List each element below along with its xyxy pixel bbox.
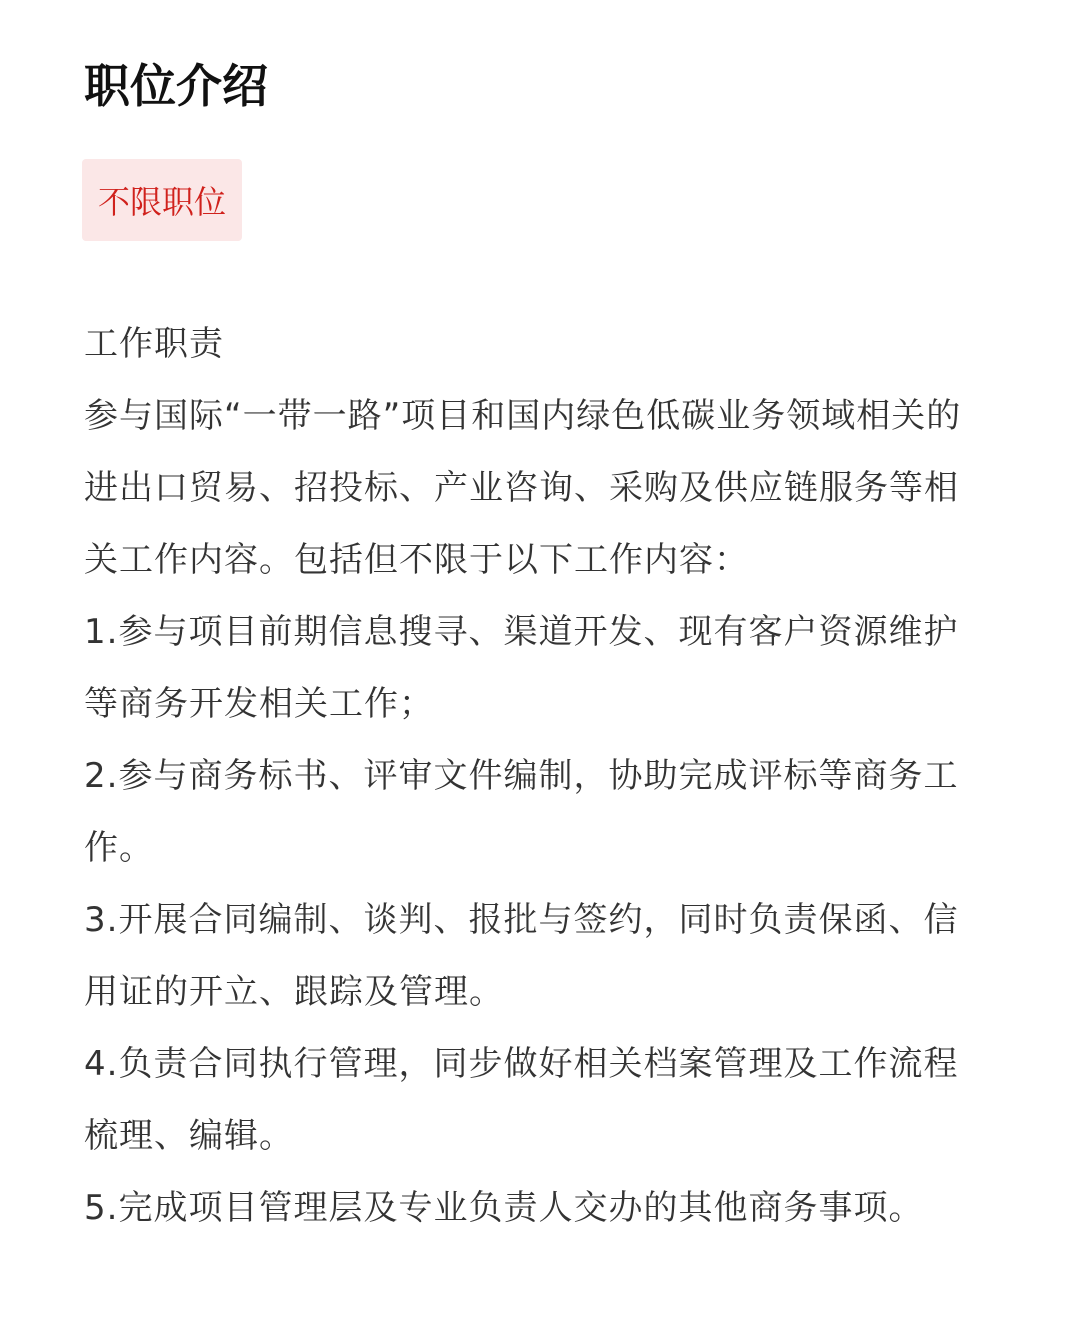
list-item: 5.完成项目管理层及专业负责人交办的其他商务事项。	[84, 1188, 924, 1228]
responsibilities-heading: 工作职责	[84, 324, 224, 364]
list-item: 4.负责合同执行管理，同步做好相关档案管理及工作流程梳理、编辑。	[84, 1044, 959, 1156]
list-item: 1.参与项目前期信息搜寻、渠道开发、现有客户资源维护等商务开发相关工作；	[84, 612, 959, 724]
position-tag: 不限职位	[82, 159, 242, 241]
list-item: 3.开展合同编制、谈判、报批与签约，同时负责保函、信用证的开立、跟踪及管理。	[84, 900, 959, 1012]
list-item: 2.参与商务标书、评审文件编制，协助完成评标等商务工作。	[84, 756, 959, 868]
section-title: 职位介绍	[84, 59, 268, 113]
intro-paragraph: 参与国际“一带一路”项目和国内绿色低碳业务领域相关的进出口贸易、招投标、产业咨询、采购及供应链服务等相关工作内容。包括但不限于以下工作内容：	[84, 396, 962, 580]
job-description-text	[84, 308, 984, 1244]
